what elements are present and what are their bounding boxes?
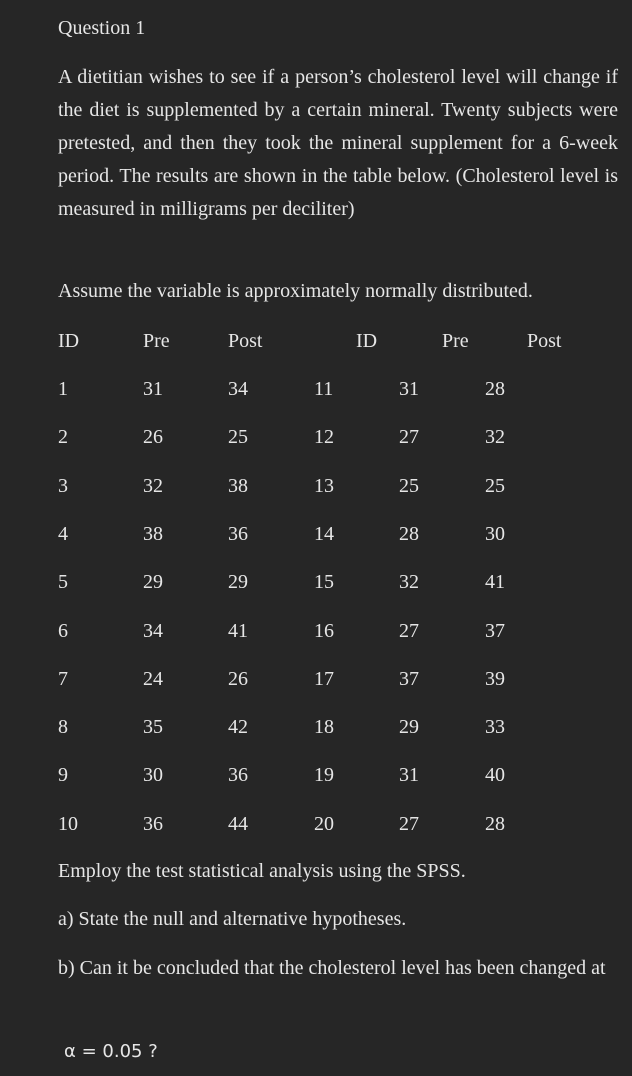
cell-pre-2-row-3: 25 — [399, 475, 419, 497]
cell-id-2-row-9: 19 — [314, 764, 334, 786]
header-id-1: ID — [58, 330, 80, 352]
question-a: a) State the null and alternative hypotheses. — [58, 908, 407, 930]
cell-id-2-row-5: 15 — [314, 571, 334, 593]
cell-pre-2-row-1: 31 — [399, 378, 419, 400]
cell-pre-row-4: 38 — [143, 523, 163, 545]
cell-pre-2-row-9: 31 — [399, 764, 419, 786]
alpha-level: α = 0.05 ? — [64, 1041, 158, 1062]
cell-pre-row-2: 26 — [143, 426, 163, 448]
cell-post-row-7: 26 — [228, 668, 248, 690]
cell-pre-2-row-4: 28 — [399, 523, 419, 545]
cell-post-2-row-3: 25 — [485, 475, 505, 497]
cell-id-row-5: 5 — [58, 571, 68, 593]
cell-post-2-row-5: 41 — [485, 571, 505, 593]
cell-id-row-7: 7 — [58, 668, 68, 690]
cell-pre-row-6: 34 — [143, 620, 163, 642]
cell-pre-row-3: 32 — [143, 475, 163, 497]
cell-id-2-row-7: 17 — [314, 668, 334, 690]
cell-id-row-3: 3 — [58, 475, 68, 497]
cell-id-2-row-3: 13 — [314, 475, 334, 497]
question-title: Question 1 — [58, 17, 146, 39]
cell-id-2-row-4: 14 — [314, 523, 334, 545]
cell-pre-row-9: 30 — [143, 764, 163, 786]
instruction-text: Employ the test statistical analysis using the SPSS. — [58, 860, 466, 882]
cell-post-row-9: 36 — [228, 764, 248, 786]
cell-post-row-6: 41 — [228, 620, 248, 642]
cell-post-row-2: 25 — [228, 426, 248, 448]
cell-id-2-row-6: 16 — [314, 620, 334, 642]
cell-pre-row-8: 35 — [143, 716, 163, 738]
cell-pre-row-10: 36 — [143, 813, 163, 835]
cell-post-2-row-8: 33 — [485, 716, 505, 738]
header-post-1: Post — [228, 330, 263, 352]
cell-post-row-5: 29 — [228, 571, 248, 593]
header-post-2: Post — [527, 330, 562, 352]
cell-id-row-9: 9 — [58, 764, 68, 786]
cell-id-2-row-2: 12 — [314, 426, 334, 448]
cell-id-row-2: 2 — [58, 426, 68, 448]
cell-pre-2-row-2: 27 — [399, 426, 419, 448]
cell-post-row-3: 38 — [228, 475, 248, 497]
cell-post-2-row-6: 37 — [485, 620, 505, 642]
cell-pre-row-7: 24 — [143, 668, 163, 690]
problem-statement: A dietitian wishes to see if a person’s cholesterol level will change if the diet is supplemented by a certain mineral. Twenty subjects were pretested, and then they took the mineral supplement for a 6-week period. The results are shown in the table below. (Cholesterol level is measured in milligrams per deciliter) — [58, 66, 618, 220]
question-b: b) Can it be concluded that the cholesterol level has been changed at — [58, 957, 606, 979]
header-id-2: ID — [356, 330, 378, 352]
assumption-text: Assume the variable is approximately normally distributed. — [58, 280, 533, 302]
cell-post-2-row-9: 40 — [485, 764, 505, 786]
cell-id-2-row-10: 20 — [314, 813, 334, 835]
header-pre-2: Pre — [442, 330, 469, 352]
cell-post-row-10: 44 — [228, 813, 248, 835]
cell-id-2-row-1: 11 — [314, 378, 334, 400]
cell-post-row-4: 36 — [228, 523, 248, 545]
cell-post-2-row-1: 28 — [485, 378, 505, 400]
header-pre-1: Pre — [143, 330, 170, 352]
cell-pre-2-row-7: 37 — [399, 668, 419, 690]
cell-pre-2-row-6: 27 — [399, 620, 419, 642]
cell-pre-2-row-8: 29 — [399, 716, 419, 738]
cell-id-row-1: 1 — [58, 378, 68, 400]
cell-post-row-1: 34 — [228, 378, 248, 400]
cell-id-row-4: 4 — [58, 523, 68, 545]
cell-pre-row-5: 29 — [143, 571, 163, 593]
cell-post-2-row-10: 28 — [485, 813, 505, 835]
cell-post-2-row-7: 39 — [485, 668, 505, 690]
cell-post-row-8: 42 — [228, 716, 248, 738]
cell-id-row-8: 8 — [58, 716, 68, 738]
cell-id-row-10: 10 — [58, 813, 78, 835]
cell-id-row-6: 6 — [58, 620, 68, 642]
cell-post-2-row-4: 30 — [485, 523, 505, 545]
cell-pre-2-row-10: 27 — [399, 813, 419, 835]
cell-pre-2-row-5: 32 — [399, 571, 419, 593]
cell-id-2-row-8: 18 — [314, 716, 334, 738]
cell-post-2-row-2: 32 — [485, 426, 505, 448]
cell-pre-row-1: 31 — [143, 378, 163, 400]
